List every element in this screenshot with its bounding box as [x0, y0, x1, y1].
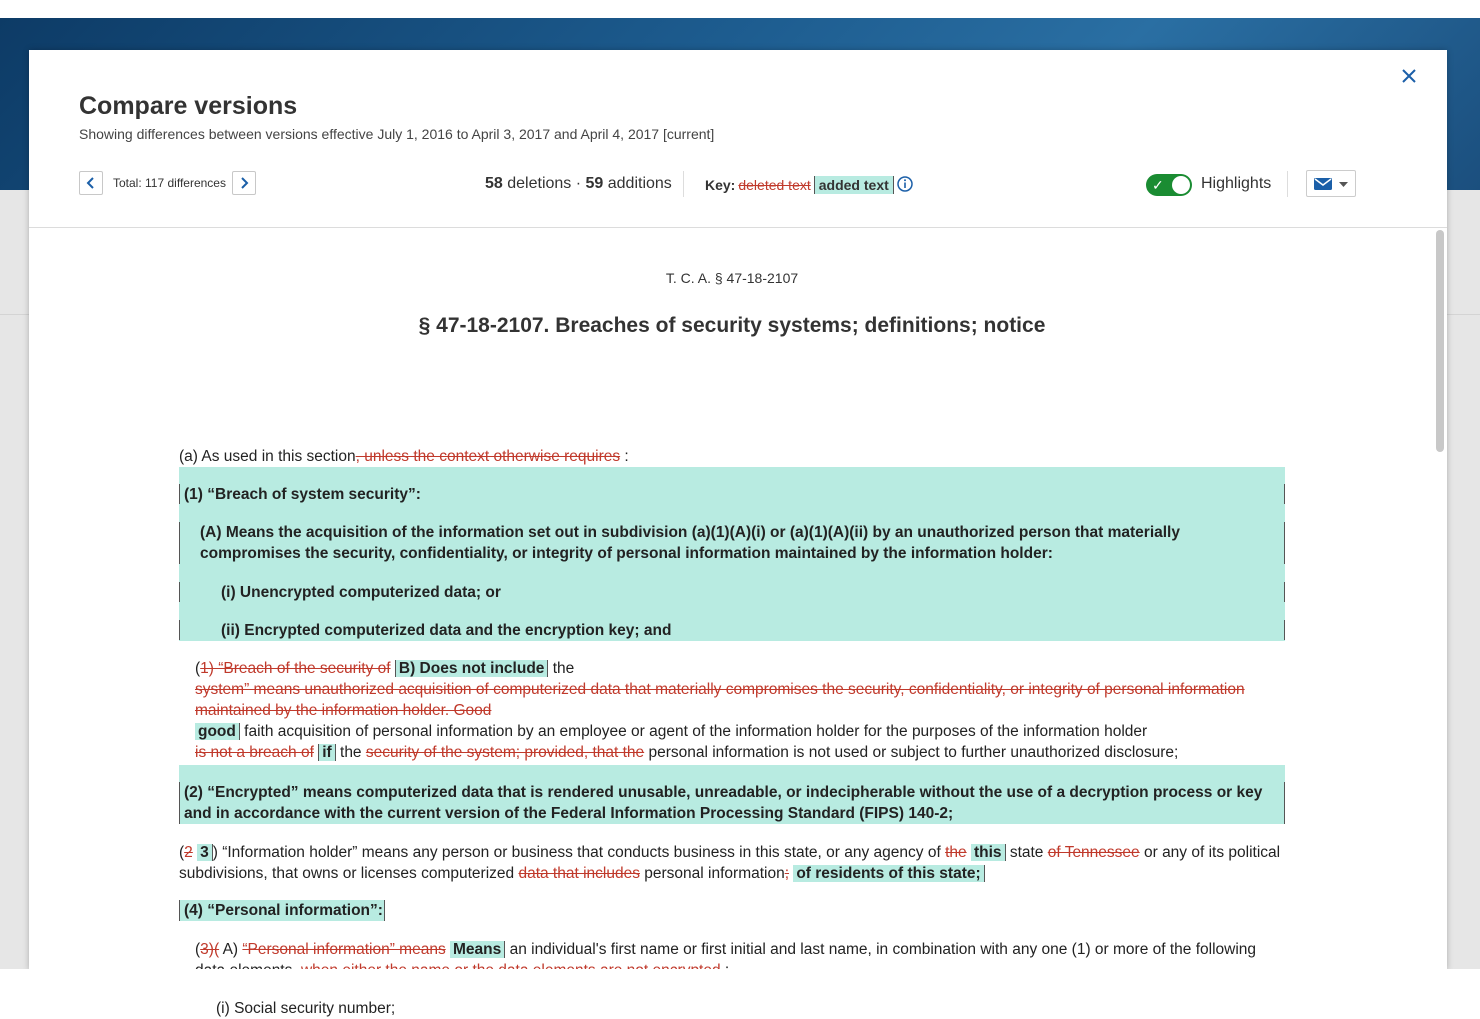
header-divider — [29, 227, 1447, 228]
added-text: of residents of this state; — [793, 865, 984, 882]
paragraph-i-ssn: (i) Social security number; — [216, 1000, 396, 1017]
highlight-key — [705, 176, 894, 194]
change-marker — [179, 582, 180, 602]
paragraph-3 — [179, 842, 1285, 884]
highlights-label: Highlights — [1201, 175, 1272, 192]
toolbar-separator — [683, 171, 684, 197]
text: : — [620, 448, 629, 465]
deleted-text: security of the system; provided, that the — [365, 744, 645, 761]
chevron-down-icon — [1339, 182, 1348, 187]
chevron-right-icon — [239, 177, 249, 189]
modal-subtitle: Showing differences between versions effective July 1, 2016 to April 3, 2017 and April 4, 2017 [current] — [79, 126, 715, 142]
toggle-knob — [1172, 176, 1190, 194]
breach-i: (i) Unencrypted computerized data; or — [221, 584, 501, 601]
deleted-text: 1) “Breach of the security of — [200, 660, 391, 677]
paragraph-a — [179, 446, 1285, 467]
text: state — [1005, 844, 1048, 861]
change-marker — [1284, 620, 1285, 640]
text: personal information is not used or subject to further unauthorized disclosure; — [644, 744, 1179, 761]
text: ( — [195, 941, 201, 958]
added-block-encrypted — [179, 765, 1285, 824]
added-text: B) Does not include — [395, 660, 549, 677]
added-block-breach — [179, 467, 1285, 641]
change-marker — [179, 484, 180, 504]
text: faith acquisition of personal information by an employee or agent of the information holder for the purposes of the information holder — [239, 723, 1148, 740]
email-dropdown-button[interactable] — [1306, 170, 1356, 197]
page-bottom-strip — [0, 969, 1480, 987]
encrypted-definition: (2) “Encrypted” means computerized data that is rendered unusable, unreadable, or indecipherable without the use of a decryption process or key and in accordance with the current version of the Federal Information Processing Standard (FIPS) 140-2; — [184, 784, 1263, 822]
added-block-personal-info — [179, 900, 385, 921]
additions-count: 59 — [585, 175, 604, 192]
change-stats — [485, 175, 672, 193]
total-differences — [113, 176, 226, 190]
page-top-strip — [0, 0, 1480, 18]
change-marker — [1284, 484, 1285, 504]
additions-label: additions — [603, 175, 672, 192]
total-prefix: Total: — [113, 176, 146, 190]
envelope-icon — [1314, 178, 1332, 190]
deletions-label: deletions · — [502, 175, 586, 192]
scrollbar-thumb[interactable] — [1436, 230, 1444, 452]
toolbar-separator — [1287, 171, 1288, 197]
compare-versions-modal — [29, 50, 1447, 1017]
highlights-toggle[interactable] — [1146, 174, 1192, 196]
total-suffix: differences — [164, 176, 226, 190]
change-marker — [1284, 782, 1285, 824]
text: or any of its political subdivisions, that owns or licenses computerized — [179, 844, 1281, 882]
deleted-text: 2 — [184, 844, 193, 861]
change-marker — [384, 900, 385, 921]
added-text: 3 — [197, 844, 213, 861]
change-marker — [179, 782, 180, 824]
change-marker — [1284, 582, 1285, 602]
deleted-text: system” means unauthorized acquisition of computerized data that materially compromises the security, confidentiality, or integrity of personal information maintained by the information holder. Good — [195, 681, 1245, 719]
added-text: this — [971, 844, 1006, 861]
deleted-text: the — [945, 844, 967, 861]
text: personal information — [639, 865, 785, 882]
text: ( — [195, 660, 201, 677]
text: (a) As used in this section — [179, 448, 356, 465]
added-text: good — [195, 723, 240, 740]
change-marker — [179, 900, 180, 921]
added-text: if — [318, 744, 335, 761]
text: A) — [219, 941, 243, 958]
deleted-text: “Personal information” means — [242, 941, 446, 958]
text: an individual's first name or first initial and last name, in combination with any one (1) or more of the following — [509, 941, 1257, 958]
deleted-text: is not a breach of — [195, 744, 314, 761]
deleted-text: of Tennessee — [1047, 844, 1140, 861]
close-button[interactable] — [1397, 64, 1421, 88]
deleted-text: data that includes — [518, 865, 640, 882]
text: the — [335, 744, 366, 761]
deleted-text: ; — [784, 865, 790, 882]
deleted-text: 3)( — [200, 941, 220, 958]
previous-difference-button[interactable] — [79, 171, 103, 195]
breach-A: (A) Means the acquisition of the information set out in subdivision (a)(1)(A)(i) or (a)(1)(A)(ii) by an unauthorized person that materially compromises the security, confidentiality, or integrity of personal information maintained by the information holder: — [200, 524, 1180, 562]
deletions-count: 58 — [485, 175, 503, 192]
key-label: Key: — [705, 177, 736, 193]
key-added-sample: added text — [814, 176, 894, 194]
change-marker — [179, 522, 180, 564]
change-marker — [1284, 522, 1285, 564]
info-icon[interactable] — [897, 176, 913, 192]
paragraph-B — [195, 658, 1285, 763]
chevron-left-icon — [86, 177, 96, 189]
document-citation: T. C. A. § 47-18-2107 — [665, 270, 799, 286]
text: ( — [179, 844, 185, 861]
deleted-text: , unless the context otherwise requires — [355, 448, 621, 465]
breach-title: (1) “Breach of system security”: — [184, 486, 421, 503]
personal-info-title: (4) “Personal information”: — [184, 902, 383, 919]
text: the — [548, 660, 575, 677]
key-deleted-sample: deleted text — [738, 177, 811, 193]
change-marker — [179, 620, 180, 640]
breach-ii: (ii) Encrypted computerized data and the encryption key; and — [221, 622, 672, 639]
document-heading: § 47-18-2107. Breaches of security systems; definitions; notice — [418, 314, 1046, 337]
total-count: 117 — [145, 176, 165, 190]
close-icon — [1402, 69, 1416, 83]
text: ) “Information holder” means any person or business that conducts business in this state, or any agency of — [212, 844, 946, 861]
added-text: Means — [450, 941, 505, 958]
modal-title: Compare versions — [79, 92, 298, 120]
next-difference-button[interactable] — [232, 171, 256, 195]
check-icon: ✓ — [1152, 177, 1164, 193]
